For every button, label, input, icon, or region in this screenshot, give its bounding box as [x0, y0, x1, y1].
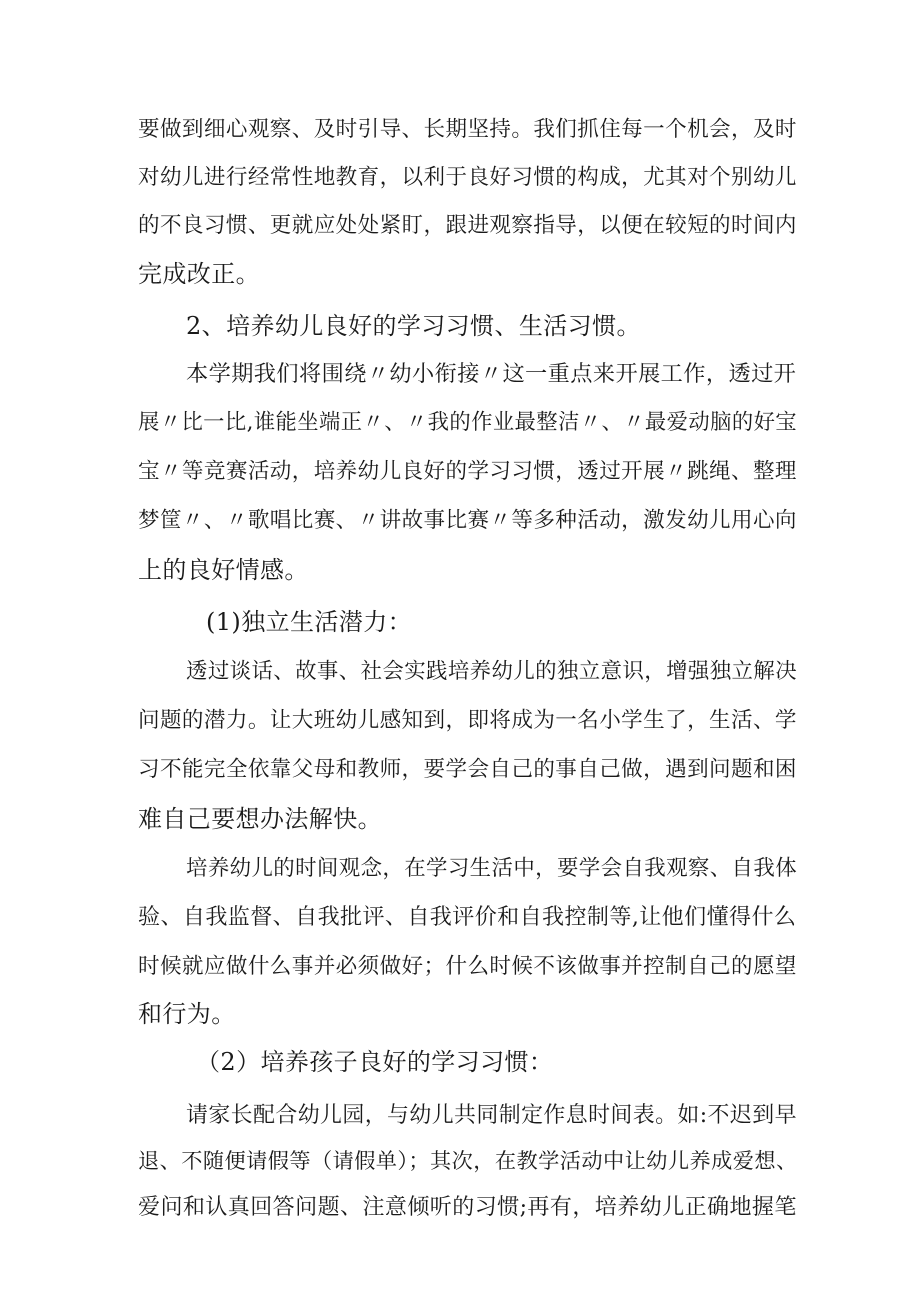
paragraph-1-line-4: 完成改正。	[138, 260, 260, 288]
paragraph-8-line-3: 爱问和认真回答问题、注意倾听的习惯;再有，培养幼儿正确地握笔	[138, 1195, 797, 1220]
paragraph-8-line-1: 请家长配合幼儿园，与幼儿共同制定作息时间表。如:不迟到早	[186, 1103, 797, 1128]
paragraph-3-line-5: 上的良好情感。	[138, 556, 309, 584]
paragraph-6-line-4: 和行为。	[138, 1000, 236, 1028]
subheading-2: （2）培养孩子良好的学习习惯：	[196, 1048, 554, 1076]
paragraph-5-line-4: 难自己要想办法解快。	[138, 805, 382, 833]
paragraph-3-line-1: 本学期我们将围绕〃幼小衔接〃这一重点来开展工作，透过开	[186, 361, 797, 387]
paragraph-5-line-1: 透过谈话、故事、社会实践培养幼儿的独立意识，增强独立解决	[186, 659, 798, 684]
paragraph-3-line-2: 展〃比一比,谁能坐端正〃、〃我的作业最整洁〃、〃最爱动脑的好宝	[138, 410, 798, 435]
paragraph-6-line-1: 培养幼儿的时间观念，在学习生活中，要学会自我观察、自我体	[186, 856, 798, 881]
paragraph-5-line-3: 习不能完全依靠父母和教师，要学会自己的事自己做，遇到问题和困	[138, 757, 797, 782]
paragraph-3-line-4: 梦筐〃、〃歌唱比赛、〃讲故事比赛〃等多种活动，激发幼儿用心向	[138, 508, 797, 533]
paragraph-3-line-3: 宝〃等竞赛活动，培养幼儿良好的学习习惯，透过开展〃跳绳、整理	[138, 459, 797, 484]
paragraph-6-line-3: 时候就应做什么事并必须做好；什么时候不该做事并控制自己的愿望	[138, 954, 797, 979]
section-heading-2: 2、培养幼儿良好的学习习惯、生活习惯。	[186, 312, 641, 340]
paragraph-1-line-3: 的不良习惯、更就应处处紧盯，跟进观察指导，以便在较短的时间内	[138, 213, 797, 238]
paragraph-1-line-1: 要做到细心观察、及时引导、长期坚持。我们抓住每一个机会，及时	[138, 117, 797, 142]
paragraph-1-line-2: 对幼儿进行经常性地教育，以利于良好习惯的构成，尤其对个别幼儿	[138, 165, 797, 190]
subheading-1: (1)独立生活潜力：	[206, 608, 412, 636]
paragraph-6-line-2: 验、自我监督、自我批评、自我评价和自我控制等,让他们懂得什么	[138, 905, 797, 930]
paragraph-8-line-2: 退、不随便请假等（请假单）；其次，在教学活动中让幼儿养成爱想、	[138, 1149, 798, 1174]
paragraph-5-line-2: 问题的潜力。让大班幼儿感知到，即将成为一名小学生了，生活、学	[138, 708, 797, 733]
